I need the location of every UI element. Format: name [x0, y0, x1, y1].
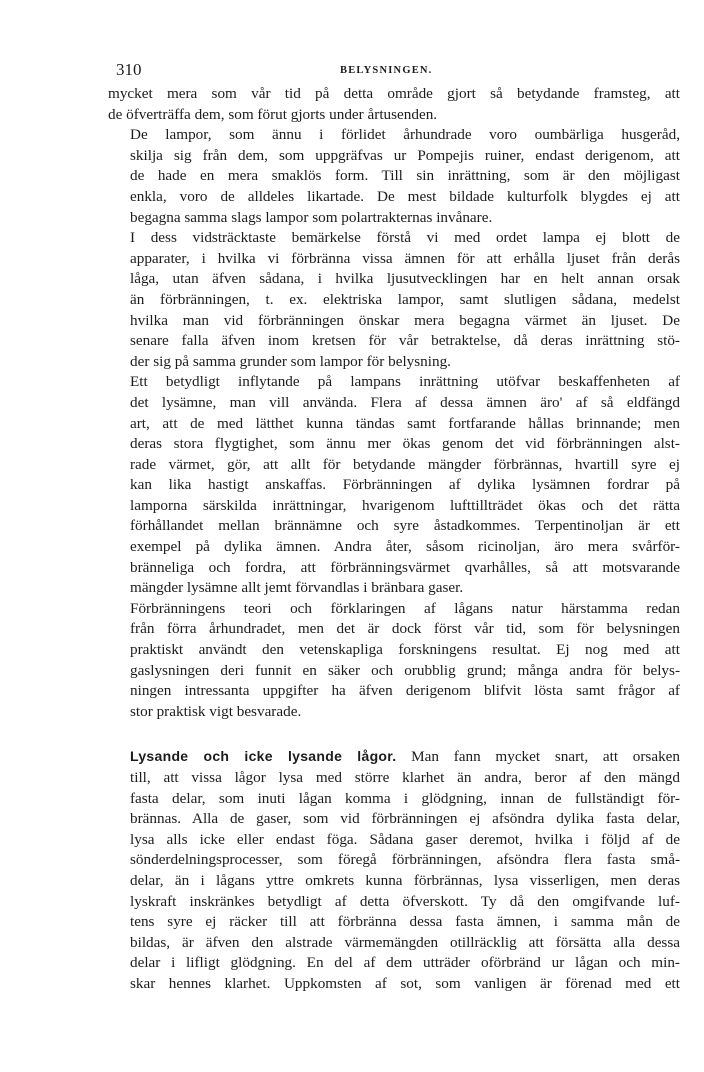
text-line: skar hennes klarhet. Uppkomsten af sot, som vanligen är förenad med ett [130, 974, 680, 992]
paragraph [108, 125, 680, 228]
section-paragraph [108, 746, 680, 994]
text-line: delar i lifligt glödgning. En del af dem utträder oförbränd ur lågan och min- [130, 954, 680, 972]
text-line: Förbränningens teori och förklaringen af lågans natur härstamma redan [130, 599, 680, 617]
text-line: delar, än i lågans yttre omkrets kunna förbrännas, lysa visserligen, men deras [130, 871, 680, 889]
text-line: art, att de med lätthet kunna tändas samt fortfarande hållas brinnande; men [130, 414, 680, 432]
text-line: lyskraft inskränkes betydligt af detta öfverskott. Ty då den omgifvande luf- [130, 892, 680, 910]
text-line: de öfverträffa dem, som förut gjorts under årtusenden. [108, 105, 438, 123]
section-first-line-text: Man fann mycket snart, att orsaken [411, 748, 680, 766]
paragraph [108, 84, 680, 125]
section-lysande-lagor [108, 746, 680, 994]
text-line: de hade en mera smaklös form. Till sin inrättning, som är den möjligast [130, 167, 680, 185]
text-line: till, att vissa lågor lysa med större klarhet än andra, beror af den mängd [130, 769, 680, 786]
paragraph [108, 228, 680, 372]
text-line: gaslysningen deri funnit en säker och orubblig grund; många andra för belys- [130, 661, 680, 679]
running-title: BELYSNINGEN. [340, 65, 433, 76]
text-line: stor praktisk vigt besvarade. [130, 702, 302, 720]
text-line: fasta delar, som inuti lågan komma i glödgning, innan de fullständigt för- [130, 789, 680, 807]
text-line: ningen intressanta uppgifter ha äfven derigenom blifvit lösta samt frågor af [130, 682, 680, 700]
body-text [108, 84, 680, 722]
text-line: senare falla äfven inom kretsen för vår betraktelse, då deras inrättning stö- [130, 332, 680, 350]
text-line: enkla, voro de alldeles likartade. De mest bildade kulturfolk blygdes ej att [130, 187, 680, 205]
text-line: deras stora flygtighet, som ännu mer ökas genom det vid förbränningen alst- [130, 435, 680, 453]
text-line: praktiskt användt den vetenskapliga forskningens resultat. Ej nog med att [130, 641, 680, 659]
text-line: skilja sig från dem, som uppgräfvas ur Pompejis ruiner, endast derigenom, att [130, 146, 680, 164]
running-head [108, 58, 680, 84]
text-line: tens syre ej räcker till att förbränna dessa fasta ämnen, i samma mån de [130, 913, 680, 931]
text-line: rade värmet, gör, att allt för betydande mängder förbrännas, hvartill syre ej [130, 455, 680, 473]
text-line: förhållandet mellan brännämne och syre åstadkommes. Terpentinoljan är ett [130, 517, 680, 535]
page-number: 310 [116, 60, 142, 79]
text-line: lamporna särskilda inrättningar, hvarigenom lufttillträdet ökas och det rätta [130, 496, 680, 514]
text-line: det lysämne, man vill använda. Flera af dessa ämnen äro' af så eldfängd [130, 393, 680, 411]
paragraph [108, 372, 680, 599]
section-first-line [108, 746, 680, 768]
text-line: De lampor, som ännu i förlidet århundrade voro oumbärliga husgeråd, [130, 126, 680, 144]
text-line: brännas. Alla de gaser, som vid förbränningen ej afsöndra dylika fasta delar, [130, 810, 680, 828]
text-line: der sig på samma grunder som lampor för belysning. [130, 352, 451, 370]
book-page [108, 58, 680, 995]
text-line: sönderdelningsprocesser, som föregå förbränningen, afsöndra flera fasta små- [130, 851, 680, 869]
text-line: låga, utan äfven sådana, i hvilka ljusutvecklingen har en helt annan orsak [130, 270, 680, 288]
text-line: bildas, är äfven den alstrade värmemängden otillräcklig att försätta alla dessa [130, 933, 680, 951]
text-line: kan lika hastigt anskaffas. Förbränningen af dylika lysämnen fordrar på [130, 476, 680, 494]
text-line: I dess vidsträcktaste bemärkelse förstå vi med ordet lampa ej blott de [130, 229, 680, 247]
text-line: apparater, i hvilka vi förbränna vissa ämnen för att erhålla ljuset från derås [130, 249, 680, 267]
text-line: bränneliga och fordra, att förbränningsvärmet qvarhålles, så att motsvarande [130, 558, 680, 576]
paragraph [108, 599, 680, 723]
text-line: exempel på dylika ämnen. Andra åter, såsom ricinoljan, äro mera svårför- [130, 538, 680, 556]
text-line: lysa alls icke eller endast föga. Sådana gaser deremot, hvilka i följd af de [130, 830, 680, 848]
text-line: begagna samma slags lampor som polartrakternas invånare. [130, 208, 493, 226]
text-line: än förbränningen, t. ex. elektriska lampor, samt slutligen sådana, medelst [130, 290, 680, 308]
text-line: mängder lysämne allt jemt förvandlas i bränbara gaser. [130, 579, 464, 597]
text-line: från förra århundradet, men det är dock först vår tid, som för belysningen [130, 620, 680, 638]
text-line: Ett betydligt inflytande på lampans inrättning utöfvar beskaffenheten af [130, 373, 680, 391]
text-line: hvilka man vid förbränningen önskar mera begagna värmet än ljuset. De [130, 311, 680, 329]
text-line: mycket mera som vår tid på detta område gjort så betydande framsteg, att [108, 85, 680, 102]
section-heading: Lysande och icke lysande lågor. [130, 748, 397, 765]
